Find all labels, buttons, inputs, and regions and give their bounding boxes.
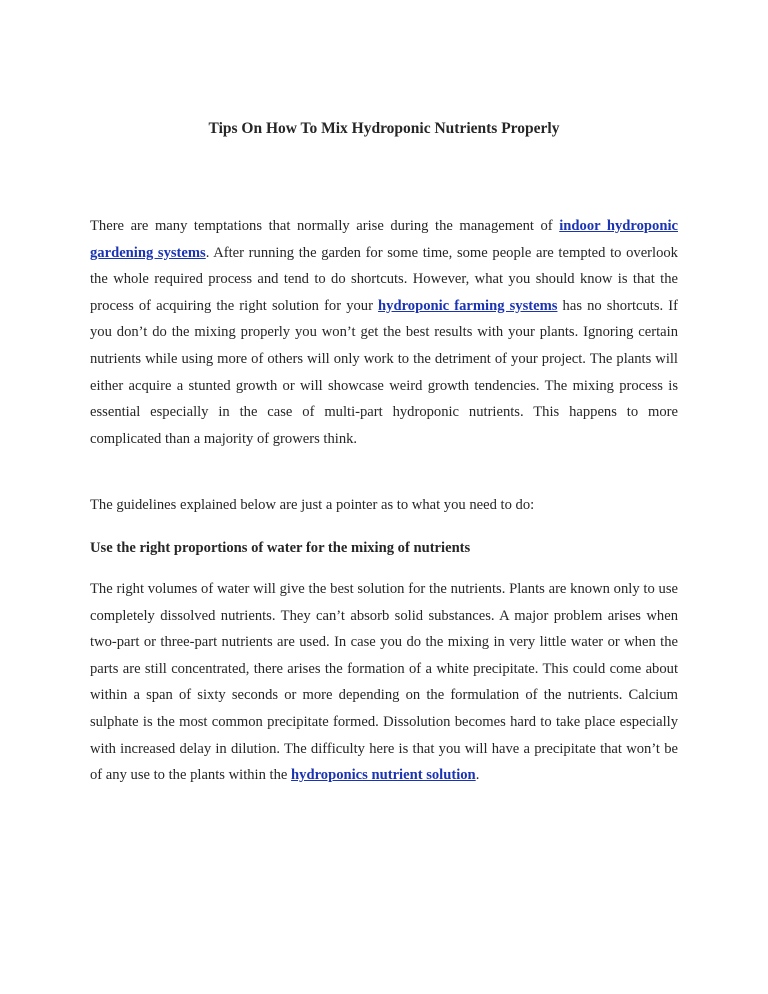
paragraph-intro-block bbox=[90, 213, 678, 452]
link-indoor-hydroponic-gardening-systems[interactable]: indoor hydroponic gardening systems bbox=[90, 218, 678, 261]
paragraph-intro-text-2: . After running the garden for some time, some people are tempted to overlook the whole required process and tend to do shortcuts. However, what you should know is that the process of acquiring the right solution for your bbox=[90, 244, 678, 314]
paragraph-intro bbox=[90, 213, 678, 452]
paragraph-water-text-2: . bbox=[475, 767, 480, 784]
paragraph-intro-text-1: There are many temptations that normally arise during the management of bbox=[90, 218, 560, 234]
document-title: Tips On How To Mix Hydroponic Nutrients Properly bbox=[208, 120, 560, 137]
paragraph-intro-text-3: has no shortcuts. If you don’t do the mixing properly you won’t get the best results with your plants. Ignoring certain nutrients while using more of others will only work to the detriment of your project. The plants will either acquire a stunted growth or will showcase weird growth tendencies. The mixing process is essential especially in the case of multi-part hydroponic nutrients. This happens to more complicated than a majority of growers think. bbox=[90, 297, 678, 447]
section-heading-block bbox=[90, 535, 678, 561]
paragraph-water bbox=[90, 576, 678, 789]
section-heading-water-proportions: Use the right proportions of water for the mixing of nutrients bbox=[90, 540, 471, 556]
paragraph-guidelines: The guidelines explained below are just a pointer as to what you need to do: bbox=[90, 497, 535, 513]
paragraph-water-text-1: The right volumes of water will give the best solution for the nutrients. Plants are known only to use completely dissolved nutrients. They can’t absorb solid substances. A major problem arises when two-part or three-part nutrients are used. In case you do the mixing in very little water or when the parts are still concentrated, there arises the formation of a white precipitate. This could come about within a span of sixty seconds or more depending on the formulation of the nutrients. Calcium sulphate is the most common precipitate formed. Dissolution becomes hard to take place especially with increased delay in dilution. The difficulty here is that you will have a precipitate that won’t be of any use to the plants within the bbox=[90, 581, 678, 784]
link-hydroponic-farming-systems[interactable]: hydroponic farming systems bbox=[378, 297, 558, 314]
paragraph-guidelines-block bbox=[90, 492, 678, 519]
paragraph-water-block bbox=[90, 576, 678, 789]
link-hydroponics-nutrient-solution[interactable]: hydroponics nutrient solution bbox=[291, 767, 476, 784]
